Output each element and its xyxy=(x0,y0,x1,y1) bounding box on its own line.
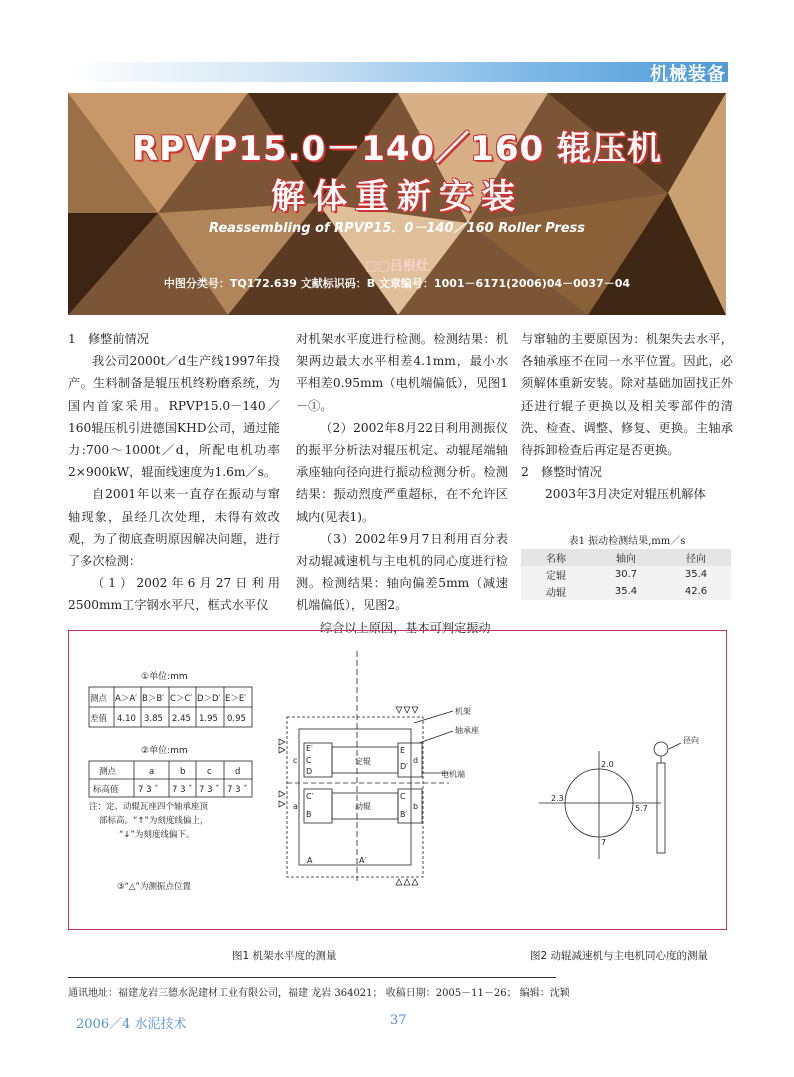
column-2 xyxy=(296,328,508,639)
section-label: 机械装备 xyxy=(650,64,726,85)
cell: E＞E′ xyxy=(225,694,247,704)
radial-label: 径向 xyxy=(683,736,699,745)
paragraph: 与窜轴的主要原因为：机架失去水平，各轴承座不在同一水平位置。因此，必须解体重新安装。除对基础加固找正外还进行辊子更换以及相关零部件的清洗、检查、调整、修复、更换。主轴承待拆卸检查后再定是否更换。 xyxy=(521,332,733,458)
vibration-triangles xyxy=(279,707,418,885)
cell: 测点 xyxy=(99,767,117,777)
paragraph: 2003年3月决定对辊压机解体 xyxy=(545,487,706,502)
point-label: C′ xyxy=(306,792,314,801)
cell: 标高值 xyxy=(93,785,119,795)
footnote-rule xyxy=(68,977,556,978)
point-label: C xyxy=(306,756,312,765)
address-footnote: 通讯地址：福建龙岩三德水泥建材工业有限公司，福建 龙岩 364021； 收稿日期：2005－11－26； 编辑：沈颖 xyxy=(68,988,570,999)
cell: 1.95 xyxy=(199,714,218,724)
point-label: a xyxy=(293,802,298,811)
point-label: D′ xyxy=(400,762,408,771)
paragraph: （2）2002年8月22日利用测振仪的振平分析法对辊压机定、动辊尾端轴承座轴向径向进行振动检测分析。检测结果：振动烈度严重超标，在不允许区域内(见表1)。 xyxy=(296,420,508,524)
frame-label: 机架 xyxy=(455,707,471,716)
cell: A＞A′ xyxy=(115,694,138,704)
point-label: A′ xyxy=(359,856,367,865)
fixed-roller-label: 定辊 xyxy=(355,757,371,766)
cell: C＞C′ xyxy=(170,694,193,704)
point-label: b xyxy=(413,802,419,811)
table-cell: 35.4 xyxy=(661,566,731,583)
paragraph: 我公司2000t／d生产线1997年投产。生料制备是辊压机终粉磨系统，为国内首家采用。RPVP15.0－140／160辊压机引进德国KHD公司，通过能力:700～1000t／d，所配电机功率2×900kW，辊面线速度为1.6m／s。 xyxy=(68,354,280,480)
figure-drawing xyxy=(69,631,726,929)
column-1 xyxy=(68,328,280,617)
table-header-row xyxy=(521,549,731,566)
table-row xyxy=(521,566,731,583)
motor-end-label: 电机端 xyxy=(441,770,465,779)
paragraph: （1）2002年6月27日利用2500mm工字钢水平尺，框式水平仪 xyxy=(68,576,280,613)
cell: 差值 xyxy=(90,714,108,724)
cell: 7 3 ˇ xyxy=(138,785,159,795)
column-3 xyxy=(521,328,733,506)
section-heading: 1 修整前情况 xyxy=(68,332,149,346)
point-label: E xyxy=(400,746,406,755)
table-cell: 30.7 xyxy=(591,566,661,583)
cell: 7 3 ˇ xyxy=(172,785,193,795)
paragraph: （3）2002年9月7日利用百分表对动辊减速机与主电机的同心度进行检测。检测结果：轴向偏差5mm（减速机端偏低），见图2。 xyxy=(296,531,508,613)
value-bottom: 7 xyxy=(601,838,607,847)
point-label: D xyxy=(306,767,313,776)
note-line-1: 注：定、动辊瓦座四个轴承座顶 xyxy=(89,802,209,812)
paragraph: 自2001年以来一直存在振动与窜轴现象，虽经几次处理，未得有效改观，为了彻底查明原因解决问题，进行了多次检测： xyxy=(68,487,280,569)
table-row xyxy=(521,583,731,600)
unit-label-2: ②单位:mm xyxy=(141,746,188,756)
figure-2-caption: 图2 动辊减速机与主电机同心度的测量 xyxy=(530,950,709,962)
header-bar xyxy=(68,62,728,82)
journal-footer: 2006／4 水泥技术 xyxy=(76,1017,187,1032)
point-label: A xyxy=(307,856,313,865)
table-header: 名称 xyxy=(521,549,591,566)
cell: 7 3 ˇ xyxy=(227,785,248,795)
table-header: 轴向 xyxy=(591,549,661,566)
point-label: B′ xyxy=(400,810,408,819)
paragraph: 对机架水平度进行检测。检测结果：机架两边最大水平相差4.1mm，最小水平相差0.95mm（电机端偏低），见图1－①。 xyxy=(296,332,508,413)
figure-frame xyxy=(68,630,727,930)
figure-1-caption: 图1 机架水平度的测量 xyxy=(232,950,337,962)
classification-line: 中图分类号：TQ172.639 文献标识码：B 文章编号：1001－6171(2006)04－0037－04 xyxy=(163,277,631,290)
table-cell: 42.6 xyxy=(661,583,731,600)
value-left: 2.3 xyxy=(551,794,564,803)
table-header: 径向 xyxy=(661,549,731,566)
table-1-caption: 表1 振动检测结果,mm／s xyxy=(568,536,686,547)
cell: D＞D′ xyxy=(197,694,221,704)
english-subtitle: Reassembling of RPVP15．0－140／160 Roller Press xyxy=(208,221,586,236)
bearing-label: 轴承座 xyxy=(455,726,479,735)
unit-label-1: ①单位:mm xyxy=(141,672,188,682)
page-number: 37 xyxy=(390,1013,407,1028)
frame-schematic xyxy=(287,651,453,881)
author: □□吕根灶 xyxy=(365,259,429,274)
cell: b xyxy=(180,767,186,777)
point-label: B xyxy=(306,810,312,819)
point-label: d xyxy=(413,756,419,765)
table-cell: 定辊 xyxy=(521,566,591,583)
paragraph: 综合以上原因，基本可判定振动 xyxy=(320,620,491,635)
point-label: E′ xyxy=(306,744,313,753)
cell: 4.10 xyxy=(117,714,136,724)
title-line-2: 解体重新安装 xyxy=(271,177,523,217)
table-cell: 动辊 xyxy=(521,583,591,600)
cell: a xyxy=(149,767,155,777)
frame-labels xyxy=(293,706,479,865)
cell: B＞B′ xyxy=(142,694,165,704)
point-label: c xyxy=(293,756,298,765)
moving-roller-label: 动辊 xyxy=(355,802,371,811)
title-banner xyxy=(68,93,726,315)
cell: 测点 xyxy=(90,694,108,704)
inset-table-1-text xyxy=(90,693,246,724)
point-label: C xyxy=(400,792,406,801)
value-right: 5.7 xyxy=(635,804,648,813)
triangle-note: ③“△”为测振点位置 xyxy=(117,882,191,892)
table-1 xyxy=(521,549,731,600)
value-top: 2.0 xyxy=(601,760,614,769)
note-line-2: 部标高。“↑”为刻度线偏上， xyxy=(99,816,209,826)
cell: 2.45 xyxy=(172,714,191,724)
cell: 7 3 ˇ xyxy=(199,785,220,795)
cell: 3.85 xyxy=(144,714,163,724)
title-line-1: RPVP15.0－140／160 辊压机 xyxy=(132,129,662,169)
table-cell: 35.4 xyxy=(591,583,661,600)
cell: c xyxy=(207,767,212,777)
section-heading: 2 修整时情况 xyxy=(521,465,602,480)
cell: 0.95 xyxy=(227,714,246,724)
cell: d xyxy=(235,767,241,777)
coaxiality-labels xyxy=(551,735,699,847)
note-line-3: “↓”为刻度线偏下。 xyxy=(119,830,195,840)
